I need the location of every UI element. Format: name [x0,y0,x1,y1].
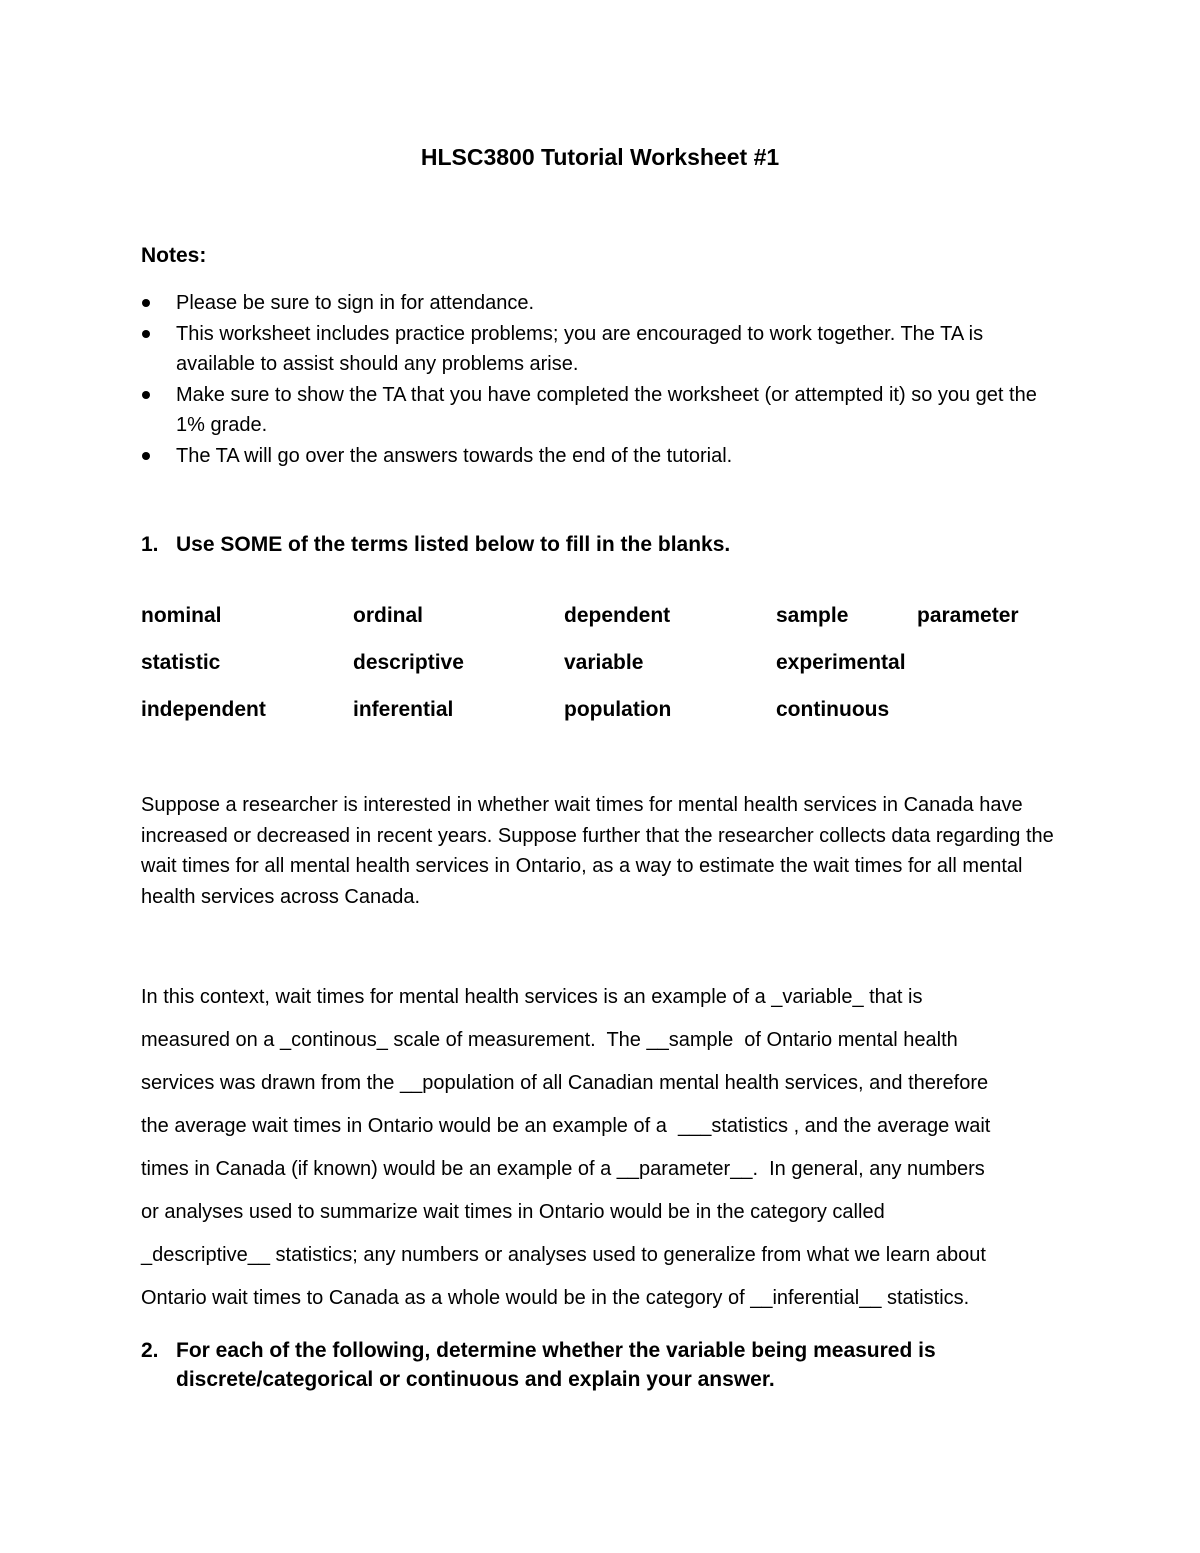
scenario-paragraph [141,790,1066,912]
list-item [141,288,1061,319]
note-text: The TA will go over the answers towards the end of the tutorial. [176,444,733,467]
scenario-text: Suppose a researcher is interested in whether wait times for mental health services in Canada have increased or decreased in recent years. Suppose further that the researcher collects data regarding the wait times for all mental health services in Ontario, as a way to estimate the wait times for all mental health services across Canada. [141,794,1054,908]
question-1-heading [141,530,1061,559]
question-2-heading [141,1336,961,1394]
bullet-icon [142,330,150,338]
list-item [141,380,1061,441]
term: statistic [141,651,221,674]
term: dependent [564,604,671,627]
list-item [141,441,1061,472]
term: parameter [917,604,1019,627]
term: population [564,698,672,721]
term: nominal [141,604,222,627]
question-text: For each of the following, determine whether the variable being measured is discrete/categorical or continuous and explain your answer. [176,1339,936,1391]
answer-line: or analyses used to summarize wait times in Ontario would be in the category called [141,1201,885,1223]
bullet-icon [142,391,150,399]
answer-line: measured on a _continous_ scale of measurement. The __sample of Ontario mental health [141,1029,958,1051]
page-title: HLSC3800 Tutorial Worksheet #1 [420,144,780,170]
term: experimental [776,651,906,674]
answer-line: Ontario wait times to Canada as a whole would be in the category of __inferential__ statistics. [141,1287,970,1309]
term: ordinal [353,604,424,627]
question-number: 2. [141,1339,159,1362]
bullet-icon [142,452,150,460]
term: descriptive [353,651,464,674]
term: independent [141,698,266,721]
note-text: Make sure to show the TA that you have completed the worksheet (or attempted it) so you get the 1% grade. [176,383,1037,436]
answer-line: times in Canada (if known) would be an example of a __parameter__. In general, any numbers [141,1158,985,1180]
term: inferential [353,698,454,721]
bullet-icon [142,299,150,307]
answer-paragraph [141,976,1066,1320]
list-item [141,319,1061,380]
answer-line: the average wait times in Ontario would be an example of a ___statistics , and the average wait [141,1115,991,1137]
answer-line: _descriptive__ statistics; any numbers or analyses used to generalize from what we learn about [141,1244,986,1266]
term: sample [776,604,849,627]
note-text: This worksheet includes practice problems; you are encouraged to work together. The TA is available to assist should any problems arise. [176,322,984,375]
notes-list [141,288,1061,471]
answer-line: In this context, wait times for mental health services is an example of a _variable_ that is [141,986,923,1008]
term: continuous [776,698,890,721]
question-number: 1. [141,533,159,556]
term: variable [564,651,644,674]
answer-line: services was drawn from the __population of all Canadian mental health services, and therefore [141,1072,989,1094]
notes-heading: Notes: [141,244,207,267]
question-text: Use SOME of the terms listed below to fill in the blanks. [176,533,731,556]
note-text: Please be sure to sign in for attendance. [176,292,535,314]
